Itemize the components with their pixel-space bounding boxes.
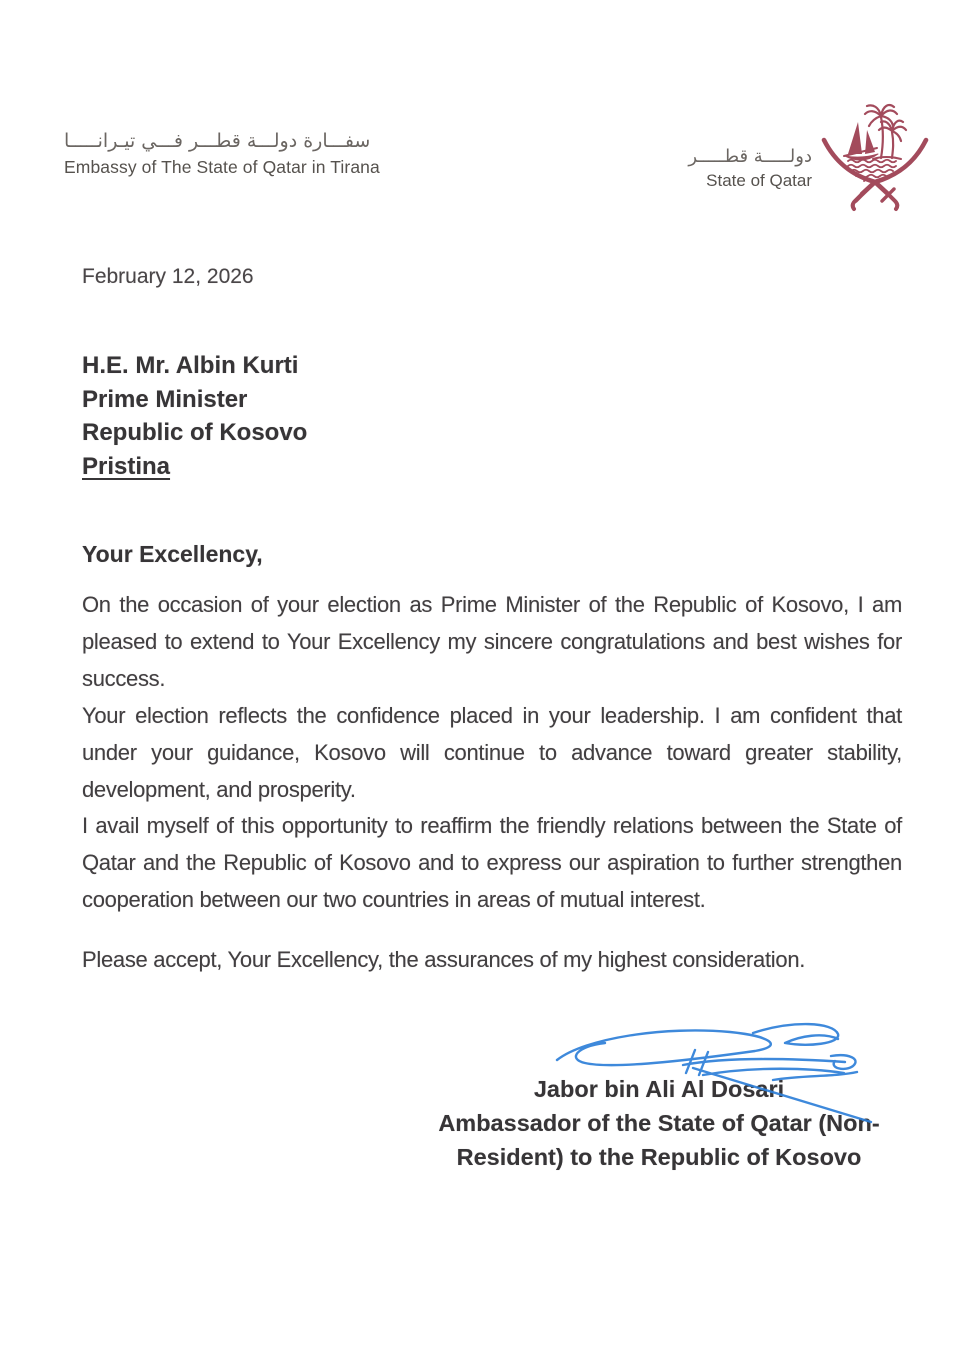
body-paragraph-4: Please accept, Your Excellency, the assurances of my highest consideration. — [82, 947, 806, 972]
embassy-name-arabic: سفـــارة دولـــة قطـــر فـــي تيـرانـــــا — [64, 130, 371, 152]
recipient-country: Republic of Kosovo — [82, 419, 308, 446]
state-name-arabic: دولـــــة قطـــــر — [688, 146, 812, 167]
signer-title-line-1: Ambassador of the State of Qatar (Non- — [438, 1110, 880, 1136]
recipient-block — [82, 349, 307, 483]
body-paragraph-3: I avail myself of this opportunity to reaffirm the friendly relations between the State of Qatar and the Republic of Kosovo and to express our aspiration to further strengthen cooperation between our two countries in areas of mutual interest. — [82, 813, 902, 912]
recipient-city: Pristina — [82, 452, 171, 480]
signer-name: Jabor bin Ali Al Dosari — [533, 1076, 785, 1102]
state-header-right — [650, 146, 812, 191]
qatar-emblem-icon — [818, 102, 933, 214]
embassy-header-left — [64, 130, 394, 178]
signer-title-line-2: Resident) to the Republic of Kosovo — [456, 1144, 862, 1170]
salutation: Your Excellency, — [82, 541, 263, 567]
recipient-title: Prime Minister — [82, 385, 248, 413]
body-paragraph-2: Your election reflects the confidence placed in your leadership. I am confident that under your guidance, Kosovo will continue to advance toward greater stability, development, and prosperity. — [82, 703, 902, 802]
state-name-english: State of Qatar — [706, 171, 812, 190]
date-line: February 12, 2026 — [82, 265, 254, 288]
signature-scribble-icon — [545, 1016, 877, 1130]
dhow-icon — [844, 122, 878, 160]
body-paragraph-1: On the occasion of your election as Prime Minister of the Republic of Kosovo, I am pleased to extend to Your Excellency my sincere congratulations and best wishes for success. — [82, 592, 902, 691]
embassy-name-english: Embassy of The State of Qatar in Tirana — [64, 157, 380, 177]
crossed-swords — [824, 140, 926, 209]
recipient-name: H.E. Mr. Albin Kurti — [82, 352, 299, 379]
